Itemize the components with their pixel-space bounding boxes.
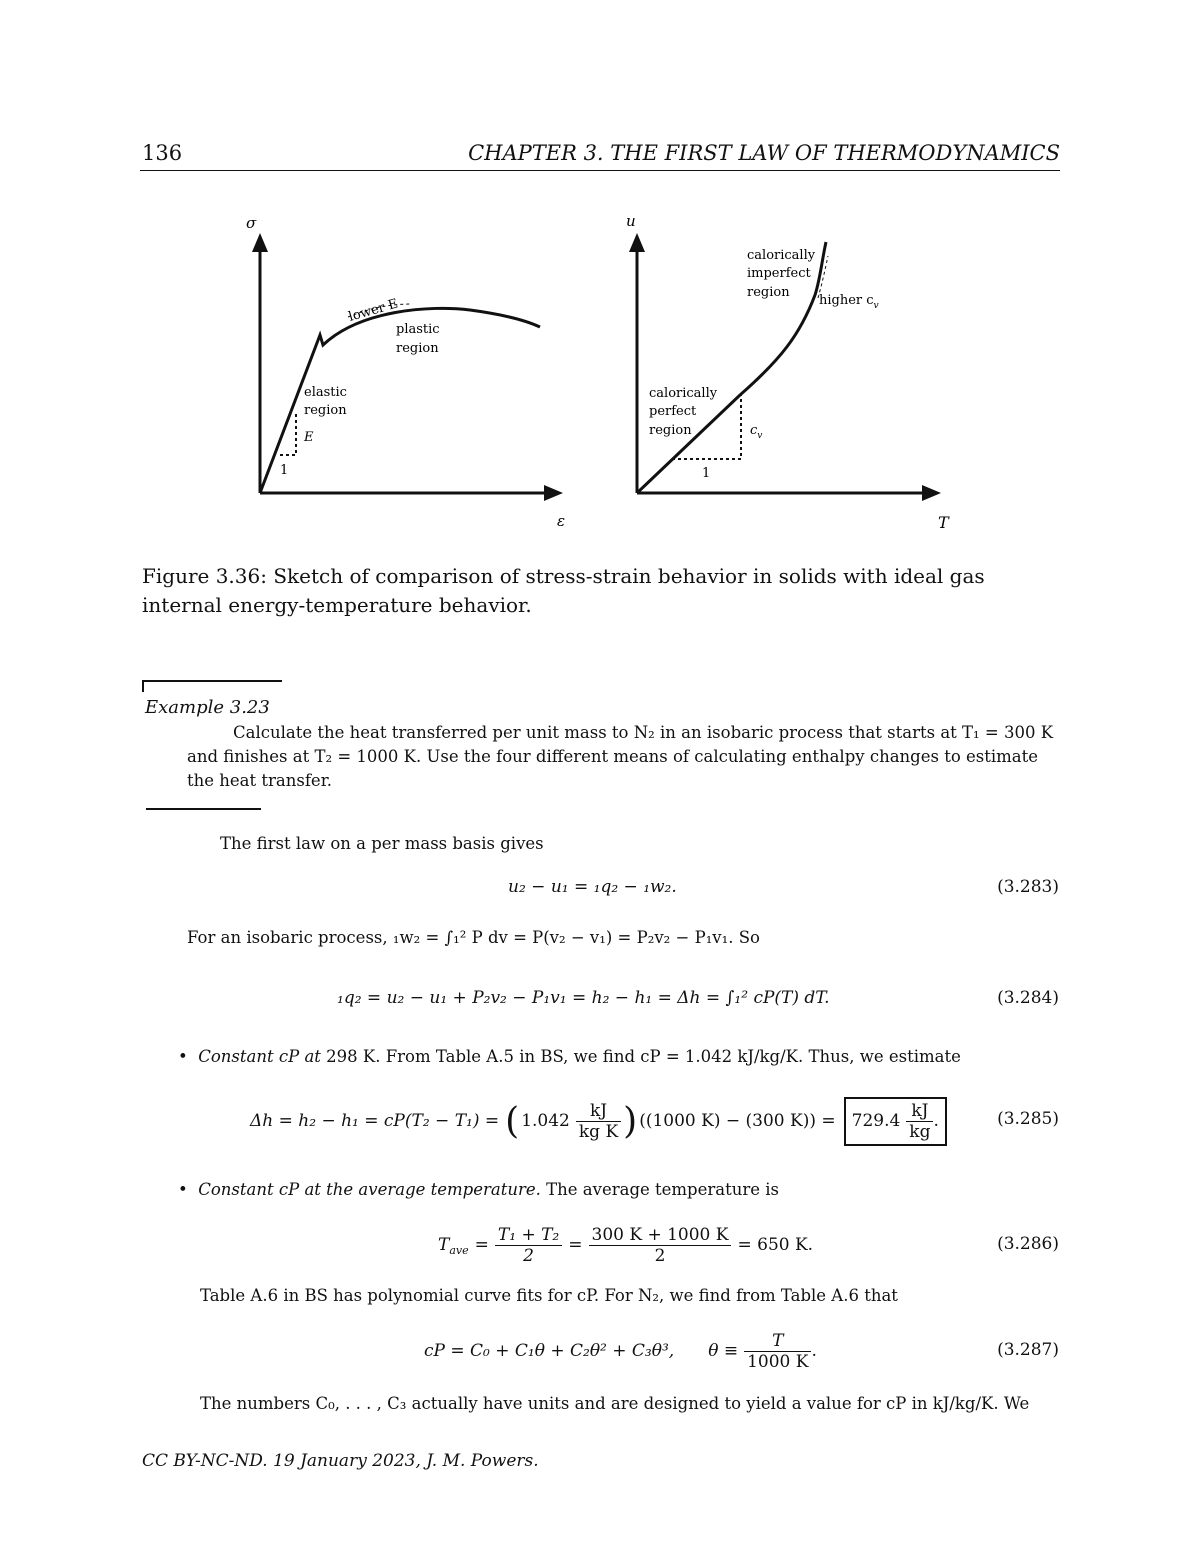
eq285-result: 729.4 (851, 1111, 901, 1131)
example-corner-rule (142, 680, 144, 692)
figure-caption: Figure 3.36: Sketch of comparison of stress-strain behavior in solids with ideal gas internal energy-temperature behavior. (142, 564, 985, 617)
example-top-rule (142, 680, 282, 682)
eq285-unit-den: kg K (578, 1121, 619, 1142)
energy-temperature-panel (626, 212, 950, 532)
eq285-close-paren: ) (623, 1100, 638, 1142)
equation-3-283: u₂ − u₁ = ₁q₂ − ₁w₂. (508, 877, 677, 897)
right-y-arrowhead (629, 233, 645, 252)
header-rule (140, 170, 1060, 171)
bullet-dot-1: • (178, 1047, 199, 1066)
imperfect-label-2: imperfect (747, 266, 811, 281)
bullet-dot-2: • (178, 1180, 199, 1199)
eq287-theta: θ ≡ (708, 1341, 739, 1361)
paragraph-first-law: The first law on a per mass basis gives (220, 834, 544, 853)
eq285-result-den: kg (909, 1121, 931, 1142)
higher-cv-label: higher $c_v$ (819, 293, 879, 311)
elastic-label-2: region (304, 403, 347, 418)
example-title: Example 3.23 (145, 697, 270, 718)
paragraph-numbers: The numbers C₀, . . . , C₃ actually have units and are designed to yield a value for cP in kJ/kg/K. We (200, 1394, 1030, 1413)
example-line-1: Calculate the heat transferred per unit mass to N₂ in an isobaric process that starts at T₁ = 300 K (233, 723, 1054, 742)
eq285-unit-fraction (576, 1101, 621, 1142)
eq285-left: Δh = h₂ − h₁ = cP(T₂ − T₁) = (250, 1111, 500, 1131)
right-y-axis-label: u (626, 212, 636, 230)
eq287-left: cP = C₀ + C₁θ + C₂θ² + C₃θ³, (424, 1341, 675, 1361)
eq286-fraction-2 (589, 1225, 732, 1266)
eq285-result-box (844, 1097, 947, 1146)
paragraph-table-a6: Table A.6 in BS has polynomial curve fits for cP. For N₂, we find from Table A.6 that (200, 1286, 898, 1305)
eq285-mid: ((1000 K) − (300 K)) = (639, 1111, 836, 1131)
modulus-label: E (304, 430, 314, 445)
figure-3-36 (230, 200, 970, 540)
eq287-frac-den: 1000 K (747, 1351, 809, 1372)
bullet-1-italic: Constant cP at (198, 1047, 321, 1066)
perfect-label-2: perfect (649, 404, 697, 419)
equation-number-3-283: (3.283) (997, 877, 1059, 897)
left-y-axis-label: σ (246, 214, 257, 232)
equation-number-3-285: (3.285) (997, 1109, 1059, 1129)
right-x-arrowhead (922, 485, 941, 501)
right-x-axis-label: T (938, 513, 949, 532)
bullet-2-text: The average temperature is (540, 1180, 780, 1199)
eq286-f2-num: 300 K + 1000 K (589, 1225, 732, 1246)
stress-strain-panel (246, 214, 565, 530)
eq287-frac-num: T (744, 1331, 811, 1352)
cv-label: $c_v$ (750, 423, 763, 441)
eq286-left: T (438, 1235, 450, 1255)
imperfect-label-1: calorically (747, 248, 816, 263)
slope-label: lower E (346, 296, 400, 325)
eq286-equals-2: = (568, 1235, 583, 1255)
plastic-label-2: region (396, 341, 439, 356)
paragraph-isobaric: For an isobaric process, ₁w₂ = ∫₁² P dv = P(v₂ − v₁) = P₂v₂ − P₁v₁. So (187, 928, 760, 947)
equation-number-3-284: (3.284) (997, 988, 1059, 1008)
eq286-equals-1: = (474, 1235, 489, 1255)
left-y-arrowhead (252, 233, 268, 252)
eq286-f2-den: 2 (654, 1245, 666, 1266)
elastic-label-1: elastic (304, 385, 347, 400)
left-unit-label: 1 (280, 463, 289, 478)
eq285-open-paren: ( (505, 1100, 520, 1142)
right-unit-label: 1 (702, 466, 711, 481)
example-line-2: and finishes at T₂ = 1000 K. Use the four different means of calculating enthalpy changes to estimate (187, 747, 1039, 766)
example-bottom-rule (146, 808, 261, 810)
example-line-3: the heat transfer. (187, 771, 333, 790)
eq286-f1-den: 2 (523, 1245, 534, 1266)
plastic-label-1: plastic (396, 322, 440, 337)
equation-3-284: ₁q₂ = u₂ − u₁ + P₂v₂ − P₁v₁ = h₂ − h₁ = Δh = ∫₁² cP(T) dT. (337, 988, 830, 1008)
bullet-1-text: 298 K. From Table A.5 in BS, we find cP = 1.042 kJ/kg/K. Thus, we estimate (320, 1047, 961, 1066)
footer-license: CC BY-NC-ND. 19 January 2023, J. M. Powers. (142, 1451, 539, 1471)
perfect-label-3: region (649, 423, 692, 438)
eq285-coef: 1.042 (521, 1111, 570, 1131)
eq285-period: . (933, 1111, 939, 1131)
left-x-arrowhead (544, 485, 563, 501)
eq286-f1-num: T₁ + T₂ (495, 1225, 562, 1246)
eq286-fraction-1 (495, 1225, 562, 1266)
eq287-fraction (744, 1331, 811, 1372)
equation-number-3-287: (3.287) (997, 1340, 1059, 1360)
eq285-result-num: kJ (906, 1101, 933, 1122)
bullet-2-italic: Constant cP at the average temperature. (198, 1180, 541, 1199)
eq286-sub: ave (449, 1243, 469, 1257)
equation-3-285 (250, 1090, 947, 1152)
eq286-right: = 650 K. (737, 1235, 814, 1255)
eq287-period: . (811, 1341, 817, 1361)
page-number: 136 (142, 141, 183, 165)
chapter-title: CHAPTER 3. THE FIRST LAW OF THERMODYNAMICS (468, 141, 1060, 165)
eq285-unit-num: kJ (576, 1101, 621, 1122)
imperfect-label-3: region (747, 285, 790, 300)
bullet-average-temperature (178, 1178, 779, 1202)
equation-3-287 (424, 1324, 817, 1378)
eq285-result-fraction (906, 1101, 933, 1142)
bullet-constant-cp (178, 1045, 961, 1069)
equation-3-286 (438, 1218, 813, 1272)
perfect-label-1: calorically (649, 386, 718, 401)
left-x-axis-label: ε (557, 512, 566, 530)
equation-number-3-286: (3.286) (997, 1234, 1059, 1254)
